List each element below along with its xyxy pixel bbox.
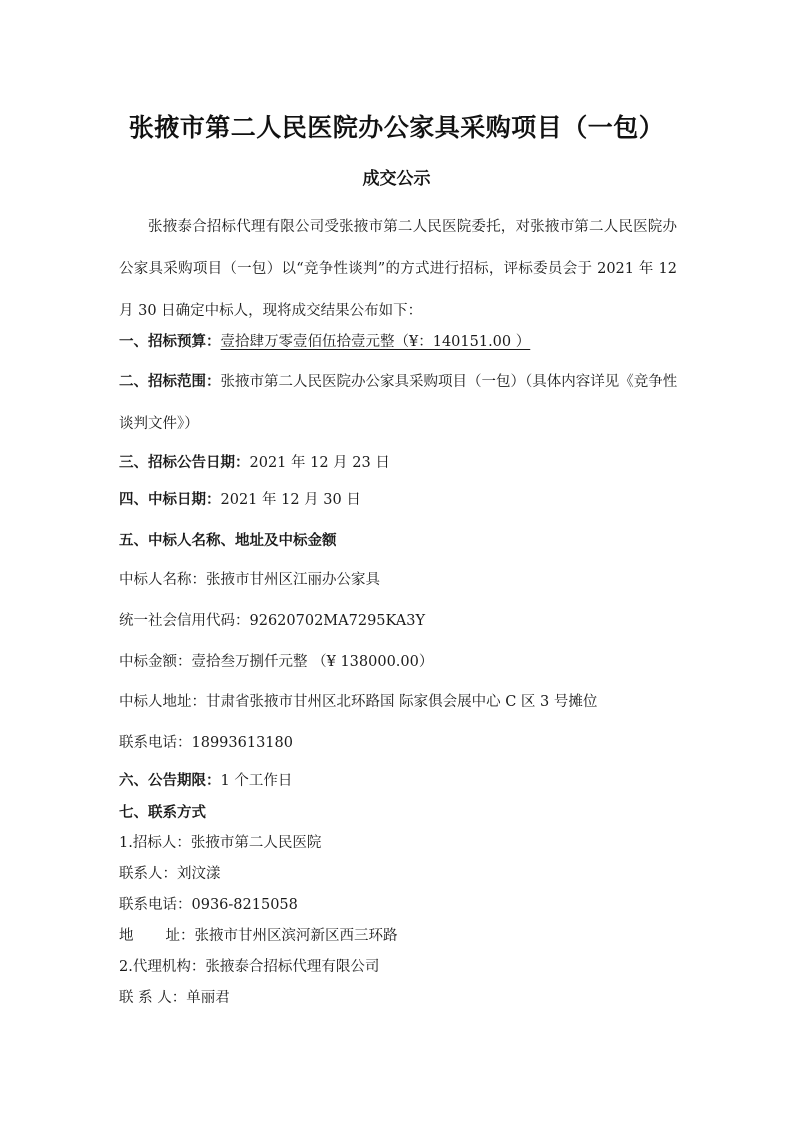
credit-code: 92620702MA7295KA3Y [249, 613, 426, 629]
winner-heading: 五、中标人名称、地址及中标金额 [119, 533, 337, 549]
contact-address-label-b: 址： [165, 928, 195, 944]
credit-code-line [119, 611, 699, 631]
award-amount: 壹拾叁万捌仟元整 （¥ 138000.00） [191, 654, 434, 670]
scope-label: 二、招标范围： [119, 374, 221, 390]
credit-code-label: 统一社会信用代码： [119, 613, 250, 629]
period-value: 1 个工作日 [220, 773, 293, 789]
announce-date-value: 2021 年 12 月 23 日 [249, 455, 390, 471]
scope-line [119, 361, 679, 445]
winner-address-label: 中标人地址： [119, 694, 206, 710]
winner-name: 张掖市甘州区江丽办公家具 [206, 572, 380, 588]
agency-person: 单丽君 [186, 990, 230, 1006]
scope-value: 张掖市第二人民医院办公家具采购项目（一包）（具体内容详见《竞争性谈判文件》） [119, 374, 678, 432]
contact-phone: 0936-8215058 [191, 897, 298, 913]
budget-value: 壹拾肆万零壹佰伍拾壹元整（¥：140151.00 ） [220, 334, 531, 350]
document-subtitle: 成交公示 [362, 169, 431, 189]
award-date-value: 2021 年 12 月 30 日 [220, 492, 361, 508]
period-line [119, 771, 699, 791]
winner-phone-label: 联系电话： [119, 735, 192, 751]
contact-person-line [119, 864, 699, 884]
tenderer-label: 1.招标人： [119, 835, 191, 851]
award-amount-line [119, 652, 699, 672]
winner-address: 甘肃省张掖市甘州区北环路国 际家俱会展中心 C 区 3 号摊位 [206, 694, 598, 710]
tenderer-line [119, 833, 699, 853]
winner-address-line [119, 692, 699, 712]
award-date-label: 四、中标日期： [119, 492, 221, 508]
announce-date-label: 三、招标公告日期： [119, 455, 250, 471]
agency-person-label: 联 系 人： [119, 990, 187, 1006]
agency-label: 2.代理机构： [119, 959, 206, 975]
budget-label: 一、招标预算： [119, 334, 221, 350]
contact-phone-label: 联系电话： [119, 897, 192, 913]
agency-person-line [119, 988, 699, 1008]
winner-phone: 18993613180 [191, 735, 293, 751]
contact-heading: 七、联系方式 [119, 805, 206, 821]
contact-person: 刘汶漾 [177, 866, 221, 882]
agency-name: 张掖泰合招标代理有限公司 [205, 959, 380, 975]
contact-address-line [119, 926, 699, 946]
award-amount-label: 中标金额： [119, 654, 192, 670]
budget-line [119, 332, 699, 352]
agency-line [119, 957, 699, 977]
period-label: 六、公告期限： [119, 773, 221, 789]
winner-phone-line [119, 733, 699, 753]
winner-name-line [119, 570, 699, 590]
contact-phone-line [119, 895, 699, 915]
winner-name-label: 中标人名称： [119, 572, 206, 588]
award-date-line [119, 490, 699, 510]
contact-address-label-a: 地 [119, 928, 134, 944]
announce-date-line [119, 453, 699, 473]
contact-address: 张掖市甘州区滨河新区西三环路 [194, 928, 398, 944]
document-title: 张掖市第二人民医院办公家具采购项目（一包） [128, 113, 665, 142]
tenderer-name: 张掖市第二人民医院 [190, 835, 322, 851]
intro-paragraph: 张掖泰合招标代理有限公司受张掖市第二人民医院委托，对张掖市第二人民医院办公家具采购项目（一包）以“竞争性谈判”的方式进行招标，评标委员会于 2021 年 12 月 30 日确定中标人，现将成交结果公布如下： [119, 219, 677, 319]
contact-person-label: 联系人： [119, 866, 177, 882]
